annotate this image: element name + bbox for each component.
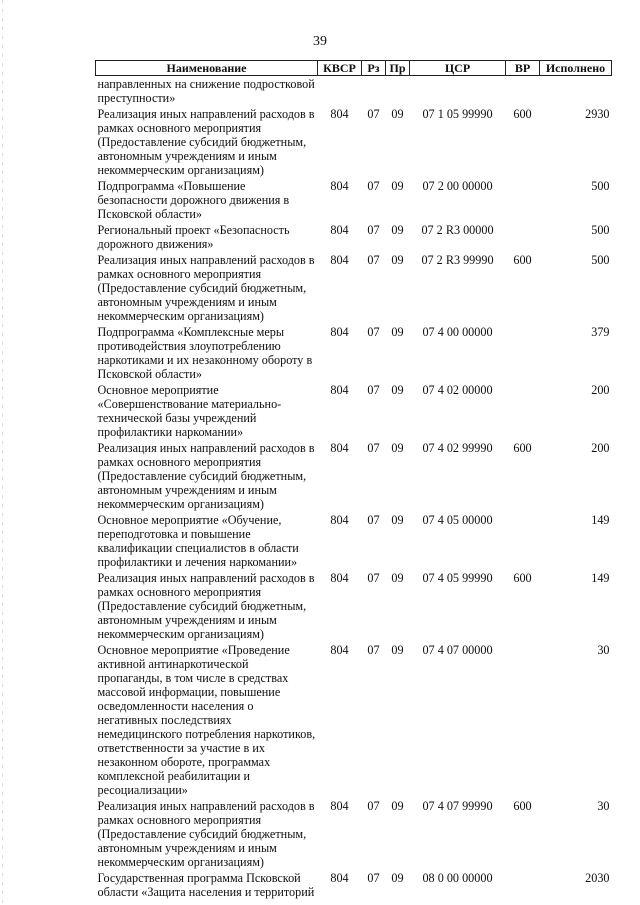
table-row: [96, 222, 612, 252]
row-csr: 07 4 05 99990: [422, 571, 493, 585]
row-kvsr: 804: [330, 383, 349, 397]
row-kvsr: 804: [330, 253, 349, 267]
row-kvsr: 804: [330, 571, 349, 585]
header-csr: ЦСР: [410, 61, 506, 76]
row-csr: 07 2 R3 00000: [421, 223, 494, 237]
row-name: направленных на снижение подростковой преступности»: [97, 77, 315, 105]
row-rz: 07: [367, 325, 380, 339]
row-vr: [506, 382, 540, 440]
row-executed: 30: [597, 643, 610, 657]
row-pr: 09: [391, 107, 404, 121]
row-vr: [506, 178, 540, 222]
row-vr: [506, 870, 540, 900]
row-vr: [506, 76, 540, 107]
row-name: Основное мероприятие «Проведение активной антинаркотической пропаганды, в том числе в средствах массовой информации, повышение осведомленности населения о негативных последствиях немедицинского потребления наркотиков, ответственности за участие в их незаконном обороте, программах комплексной реабилитации и ресоциализации»: [97, 643, 316, 797]
row-executed: 500: [591, 253, 610, 267]
row-name: Государственная программа Псковской области «Защита населения и территорий: [97, 871, 315, 899]
row-executed: 200: [591, 383, 610, 397]
row-csr: 07 4 07 00000: [422, 643, 493, 657]
header-pr: Пр: [386, 61, 410, 76]
row-pr: 09: [391, 799, 404, 813]
header-name: Наименование: [96, 61, 318, 76]
row-name: Реализация иных направлений расходов в рамках основного мероприятия (Предоставление субсидий бюджетным, автономным учреждениям и иным некоммерческим организациям): [97, 571, 315, 641]
row-executed: 500: [591, 179, 610, 193]
row-kvsr: 804: [330, 223, 349, 237]
header-kvsr: КВСР: [318, 61, 362, 76]
row-vr: [506, 642, 540, 798]
row-csr: 08 0 00 00000: [422, 871, 493, 885]
row-pr: 09: [391, 223, 404, 237]
row-executed: 149: [591, 571, 610, 585]
row-kvsr: 804: [330, 179, 349, 193]
row-kvsr: 804: [330, 107, 349, 121]
row-name: Реализация иных направлений расходов в рамках основного мероприятия (Предоставление субсидий бюджетным, автономным учреждениям и иным некоммерческим организациям): [97, 799, 315, 869]
row-rz: 07: [367, 643, 380, 657]
row-vr: [506, 222, 540, 252]
row-name: Реализация иных направлений расходов в рамках основного мероприятия (Предоставление субсидий бюджетным, автономным учреждениям и иным некоммерческим организациям): [97, 253, 315, 323]
row-name: Основное мероприятие «Обучение, переподготовка и повышение квалификации специалистов в области профилактики и лечения наркомании»: [97, 513, 299, 569]
row-name: Основное мероприятие «Совершенствование материально-технической базы учреждений профилактики наркомании»: [97, 383, 282, 439]
row-kvsr: 804: [330, 643, 349, 657]
row-vr: 600: [513, 799, 532, 813]
row-name: Подпрограмма «Комплексные меры противодействия злоупотреблению наркотиками и их незаконному обороту в Псковской области»: [97, 325, 313, 381]
row-csr: 07 4 05 00000: [422, 513, 493, 527]
row-vr: [506, 324, 540, 382]
row-pr: 09: [391, 383, 404, 397]
row-rz: 07: [367, 441, 380, 455]
table-row: [96, 798, 612, 870]
row-rz: 07: [367, 799, 380, 813]
table-row: [96, 76, 612, 107]
row-rz: 07: [367, 871, 380, 885]
table-row: [96, 512, 612, 570]
row-executed: 200: [591, 441, 610, 455]
row-pr: 09: [391, 571, 404, 585]
row-csr: 07 4 02 00000: [422, 383, 493, 397]
row-pr: 09: [391, 513, 404, 527]
row-executed: [540, 76, 612, 107]
row-csr: 07 4 02 99990: [422, 441, 493, 455]
row-pr: 09: [391, 179, 404, 193]
table-row: [96, 252, 612, 324]
row-rz: 07: [367, 253, 380, 267]
row-pr: [386, 76, 410, 107]
row-pr: 09: [391, 643, 404, 657]
row-pr: 09: [391, 253, 404, 267]
budget-table: [95, 60, 612, 900]
scan-edge-artifact: [2, 0, 3, 905]
row-pr: 09: [391, 871, 404, 885]
row-csr: 07 4 07 99990: [422, 799, 493, 813]
table-row: [96, 382, 612, 440]
table-body: [96, 76, 612, 901]
row-name: Подпрограмма «Повышение безопасности дорожного движения в Псковской области»: [97, 179, 290, 221]
row-rz: 07: [367, 107, 380, 121]
row-executed: 379: [591, 325, 610, 339]
table-header-row: [96, 61, 612, 76]
row-csr: 07 2 00 00000: [422, 179, 493, 193]
row-rz: 07: [367, 571, 380, 585]
header-rz: Рз: [362, 61, 386, 76]
row-csr: 07 2 R3 99990: [421, 253, 494, 267]
table-row: [96, 106, 612, 178]
table-row: [96, 570, 612, 642]
table-row: [96, 178, 612, 222]
row-rz: 07: [367, 513, 380, 527]
row-vr: 600: [513, 571, 532, 585]
row-executed: 149: [591, 513, 610, 527]
row-vr: 600: [513, 441, 532, 455]
row-kvsr: 804: [330, 799, 349, 813]
row-name: Реализация иных направлений расходов в рамках основного мероприятия (Предоставление субсидий бюджетным, автономным учреждениям и иным некоммерческим организациям): [97, 441, 315, 511]
row-rz: [362, 76, 386, 107]
table-row: [96, 642, 612, 798]
header-vr: ВР: [506, 61, 540, 76]
row-kvsr: 804: [330, 871, 349, 885]
row-name: Реализация иных направлений расходов в рамках основного мероприятия (Предоставление субсидий бюджетным, автономным учреждениям и иным некоммерческим организациям): [97, 107, 315, 177]
row-executed: 30: [597, 799, 610, 813]
row-vr: 600: [513, 253, 532, 267]
row-kvsr: [318, 76, 362, 107]
row-vr: 600: [513, 107, 532, 121]
row-rz: 07: [367, 383, 380, 397]
row-kvsr: 804: [330, 441, 349, 455]
row-executed: 2030: [585, 871, 610, 885]
row-rz: 07: [367, 179, 380, 193]
table-row: [96, 870, 612, 900]
row-csr: 07 4 00 00000: [422, 325, 493, 339]
row-executed: 2930: [585, 107, 610, 121]
row-name: Региональный проект «Безопасность дорожного движения»: [97, 223, 290, 251]
row-vr: [506, 512, 540, 570]
table-row: [96, 324, 612, 382]
header-executed: Исполнено: [540, 61, 612, 76]
row-rz: 07: [367, 223, 380, 237]
page-number: 39: [313, 34, 327, 49]
row-kvsr: 804: [330, 513, 349, 527]
row-kvsr: 804: [330, 325, 349, 339]
row-pr: 09: [391, 325, 404, 339]
row-csr: 07 1 05 99990: [422, 107, 493, 121]
row-pr: 09: [391, 441, 404, 455]
row-csr: [410, 76, 506, 107]
table-row: [96, 440, 612, 512]
row-executed: 500: [591, 223, 610, 237]
